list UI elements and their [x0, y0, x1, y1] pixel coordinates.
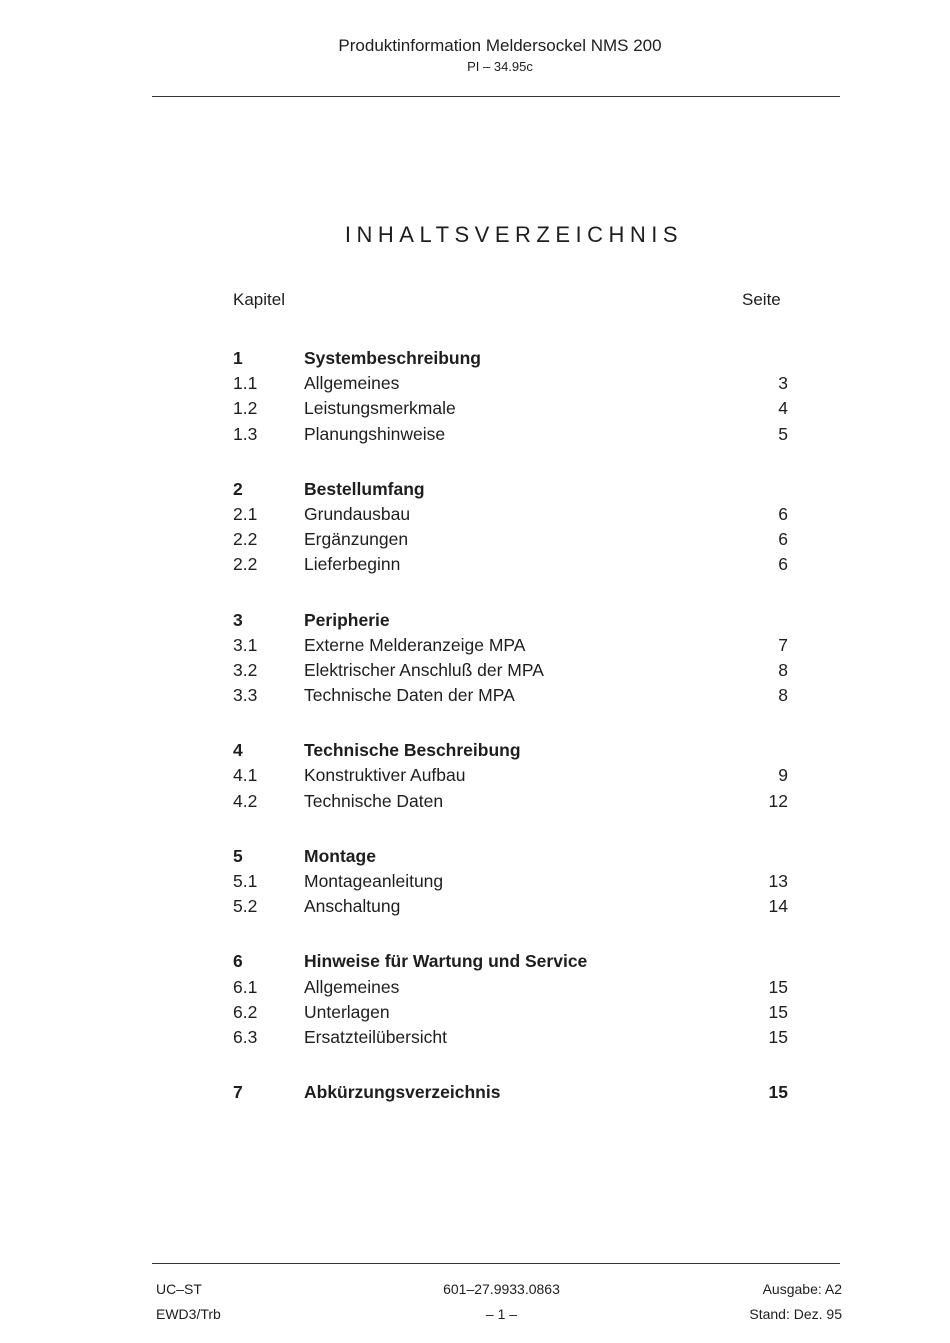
toc-section-row	[233, 975, 788, 1000]
toc-section-row	[233, 763, 788, 788]
toc-label: Technische Daten	[304, 790, 444, 811]
toc-number: 5.2	[233, 896, 258, 917]
toc-page: 15	[768, 976, 788, 997]
toc-page: 3	[778, 373, 788, 394]
toc-page: 6	[778, 503, 788, 524]
toc-section-row	[233, 658, 788, 683]
toc-label: Montage	[304, 845, 376, 866]
footer-edition: Ausgabe: A2	[762, 1281, 842, 1297]
toc-number: 1	[233, 348, 243, 368]
toc-chapter-row	[233, 608, 788, 633]
toc-section-row	[233, 371, 788, 396]
toc-label: Abkürzungsverzeichnis	[304, 1082, 501, 1103]
footer-right	[749, 1277, 842, 1327]
toc-label: Elektrischer Anschluß der MPA	[304, 659, 544, 680]
toc-label: Ersatzteilübersicht	[304, 1026, 447, 1047]
toc-label: Anschaltung	[304, 896, 401, 917]
toc-number: 2.2	[233, 554, 258, 575]
toc-page: 5	[778, 423, 788, 444]
toc-page: 12	[768, 790, 788, 811]
toc-section-row	[233, 683, 788, 708]
footer-page-number: – 1 –	[485, 1306, 518, 1322]
toc-number: 4.1	[233, 765, 258, 786]
toc-chapter-row	[233, 844, 788, 869]
toc-number: 6.2	[233, 1001, 258, 1022]
toc-chapter	[233, 949, 788, 1050]
toc-section-row	[233, 894, 788, 919]
toc-label: Allgemeines	[304, 373, 400, 394]
toc-number: 1.1	[233, 373, 258, 394]
toc-chapter	[233, 738, 788, 814]
toc-chapter-row	[233, 1080, 788, 1105]
toc-section-row	[233, 422, 788, 447]
toc-label: Hinweise für Wartung und Service	[304, 951, 588, 972]
footer-department: UC–ST	[156, 1281, 202, 1297]
toc-number: 2.2	[233, 529, 258, 550]
toc-page: 13	[768, 871, 788, 891]
toc-number: 6	[233, 951, 243, 972]
toc-label: Grundausbau	[304, 503, 411, 524]
toc-number: 5.1	[233, 871, 258, 891]
toc-number: 5	[233, 845, 243, 866]
table-of-contents	[233, 346, 788, 1135]
toc-chapter	[233, 346, 788, 447]
column-header-page: Seite	[742, 290, 781, 309]
toc-title: INHALTSVERZEICHNIS	[344, 222, 684, 247]
toc-label: Lieferbeginn	[304, 554, 401, 575]
toc-number: 3	[233, 609, 243, 630]
toc-number: 2.1	[233, 503, 258, 524]
toc-page: 4	[778, 398, 788, 419]
toc-label: Allgemeines	[304, 976, 400, 997]
toc-number: 6.3	[233, 1026, 258, 1047]
toc-number: 3.1	[233, 634, 258, 655]
toc-section-row	[233, 502, 788, 527]
toc-section-row	[233, 1000, 788, 1025]
toc-page: 7	[778, 634, 788, 655]
toc-label: Systembeschreibung	[304, 348, 481, 368]
toc-page: 15	[768, 1026, 788, 1047]
toc-page: 6	[778, 529, 788, 550]
toc-number: 1.2	[233, 398, 258, 419]
toc-page: 14	[768, 896, 788, 917]
footer-author: EWD3/Trb	[156, 1306, 221, 1322]
page-header	[0, 36, 950, 76]
toc-page: 8	[778, 685, 788, 706]
footer-document-number: 601–27.9933.0863	[443, 1281, 560, 1297]
toc-page: 15	[768, 1082, 788, 1103]
toc-page: 15	[768, 1001, 788, 1022]
toc-section-row	[233, 869, 788, 894]
toc-section-row	[233, 396, 788, 421]
toc-page: 6	[778, 554, 788, 575]
toc-label: Leistungsmerkmale	[304, 398, 456, 419]
toc-label: Unterlagen	[304, 1001, 390, 1022]
header-rule	[152, 96, 840, 97]
toc-page: 8	[778, 659, 788, 680]
toc-number: 7	[233, 1082, 243, 1103]
footer-rule	[152, 1263, 840, 1264]
toc-number: 4.2	[233, 790, 258, 811]
toc-chapter-row	[233, 949, 788, 974]
toc-chapter	[233, 844, 788, 920]
toc-label: Ergänzungen	[304, 529, 409, 550]
toc-label: Peripherie	[304, 609, 390, 630]
toc-section-row	[233, 552, 788, 577]
toc-label: Technische Beschreibung	[304, 740, 521, 761]
toc-section-row	[233, 527, 788, 552]
toc-section-row	[233, 633, 788, 658]
toc-number: 3.3	[233, 685, 258, 706]
toc-label: Technische Daten der MPA	[304, 685, 515, 706]
toc-section-row	[233, 789, 788, 814]
toc-number: 3.2	[233, 659, 258, 680]
toc-chapter	[233, 477, 788, 578]
toc-label: Montageanleitung	[304, 871, 444, 891]
toc-number: 1.3	[233, 423, 258, 444]
toc-chapter-row	[233, 477, 788, 502]
toc-chapter	[233, 1080, 788, 1105]
footer-date: Stand: Dez. 95	[749, 1306, 842, 1322]
document-code: PI – 34.95c	[467, 59, 533, 74]
toc-section-row	[233, 1025, 788, 1050]
toc-number: 4	[233, 740, 243, 761]
toc-page: 9	[778, 765, 788, 786]
toc-chapter	[233, 608, 788, 709]
toc-number: 2	[233, 478, 243, 499]
toc-label: Planungshinweise	[304, 423, 446, 444]
toc-number: 6.1	[233, 976, 258, 997]
toc-chapter-row	[233, 738, 788, 763]
column-header-chapter: Kapitel	[233, 290, 285, 309]
toc-label: Externe Melderanzeige MPA	[304, 634, 526, 655]
toc-label: Konstruktiver Aufbau	[304, 765, 466, 786]
toc-label: Bestellumfang	[304, 478, 425, 499]
document-title: Produktinformation Meldersockel NMS 200	[338, 36, 662, 55]
toc-chapter-row	[233, 346, 788, 371]
